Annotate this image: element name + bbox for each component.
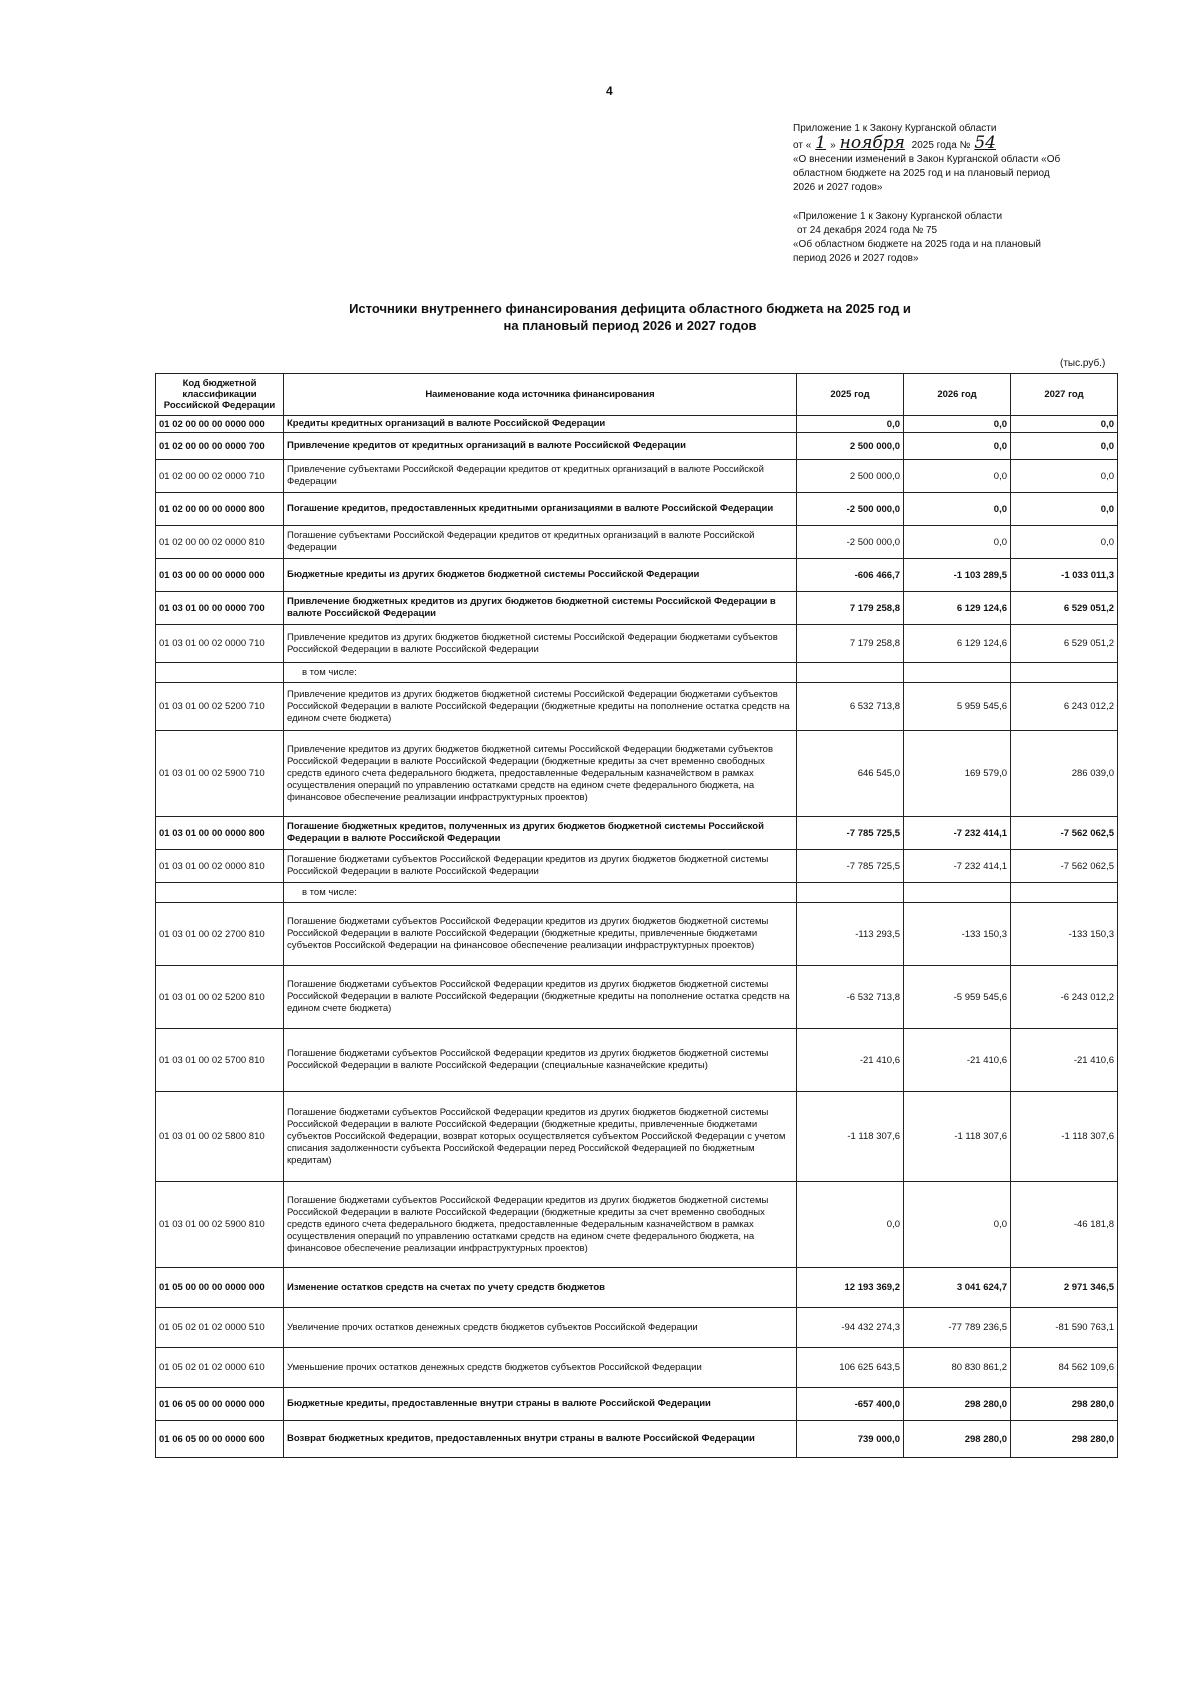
cell-2026: 0,0 xyxy=(904,433,1011,460)
table-row xyxy=(156,493,1118,526)
cell-2027: 0,0 xyxy=(1011,433,1118,460)
original-appendix-header xyxy=(793,210,1123,266)
cell-name: Погашение бюджетами субъектов Российской Федерации кредитов из других бюджетов бюджетной системы Российской Федерации в валюте Российской Федерации (бюджетные кредиты, привлеченные бюджетами субъектов Российской Федерации на финансовое обеспечение реализации инфраструктурных проектов) xyxy=(284,903,797,966)
cell-2027: -21 410,6 xyxy=(1011,1029,1118,1092)
cell-2027: -133 150,3 xyxy=(1011,903,1118,966)
table-row xyxy=(156,1182,1118,1268)
cell-2026: -7 232 414,1 xyxy=(904,817,1011,850)
table-row xyxy=(156,625,1118,663)
cell-2027 xyxy=(1011,883,1118,903)
cell-2026: -133 150,3 xyxy=(904,903,1011,966)
cell-code: 01 03 01 00 00 0000 700 xyxy=(156,592,284,625)
cell-2026: -5 959 545,6 xyxy=(904,966,1011,1029)
title-line-2: на плановый период 2026 и 2027 годов xyxy=(503,318,757,333)
document-title xyxy=(300,300,960,334)
cell-name: Бюджетные кредиты, предоставленные внутри страны в валюте Российской Федерации xyxy=(284,1388,797,1421)
cell-2025: -7 785 725,5 xyxy=(797,817,904,850)
table-note-row xyxy=(156,663,1118,683)
cell-2027: 84 562 109,6 xyxy=(1011,1348,1118,1388)
table-row xyxy=(156,526,1118,559)
date-year: 2025 года № xyxy=(911,140,971,151)
cell-2026: 6 129 124,6 xyxy=(904,625,1011,663)
cell-name: Привлечение кредитов из других бюджетов бюджетной ситемы Российской Федерации бюджетами субъектов Российской Федерации в валюте Российской Федерации (бюджетные кредиты за счет временно свободных средств единого счета федерального бюджета, предоставленные Федеральным казначейством в рамках осуществления операций по управлению остатками средств на едином счете федерального бюджета, на финансовое обеспечение реализации инфраструктурных проектов) xyxy=(284,731,797,817)
cell-code: 01 03 01 00 02 2700 810 xyxy=(156,903,284,966)
cell-2026: 80 830 861,2 xyxy=(904,1348,1011,1388)
financing-sources-table xyxy=(155,373,1118,1458)
original-appendix-line-4: период 2026 и 2027 годов» xyxy=(793,253,919,264)
cell-2026: 5 959 545,6 xyxy=(904,683,1011,731)
table-row xyxy=(156,1268,1118,1308)
table-row xyxy=(156,433,1118,460)
cell-code: 01 06 05 00 00 0000 600 xyxy=(156,1421,284,1458)
table-row xyxy=(156,1029,1118,1092)
cell-2026: 0,0 xyxy=(904,1182,1011,1268)
cell-2025 xyxy=(797,883,904,903)
cell-name: Уменьшение прочих остатков денежных средств бюджетов субъектов Российской Федерации xyxy=(284,1348,797,1388)
table-row xyxy=(156,731,1118,817)
cell-2025: 0,0 xyxy=(797,1182,904,1268)
table-body xyxy=(156,416,1118,1458)
cell-code: 01 05 02 01 02 0000 510 xyxy=(156,1308,284,1348)
cell-2025: 739 000,0 xyxy=(797,1421,904,1458)
table-row xyxy=(156,903,1118,966)
cell-name: Погашение бюджетами субъектов Российской Федерации кредитов из других бюджетов бюджетной системы Российской Федерации в валюте Российской Федерации (бюджетные кредиты за счет временно свободных средств единого счета федерального бюджета, предоставленные Федеральным казначейством в рамках осуществления операций по управлению остатками средств на едином счете федерального бюджета, на финансовое обеспечение реализации инфраструктурных проектов) xyxy=(284,1182,797,1268)
cell-name: Погашение бюджетами субъектов Российской Федерации кредитов из других бюджетов бюджетной системы Российской Федерации в валюте Российской Федерации (бюджетные кредиты на пополнение остатка средств на едином счете бюджета) xyxy=(284,966,797,1029)
header-2027: 2027 год xyxy=(1011,374,1118,416)
units-label: (тыс.руб.) xyxy=(1060,358,1106,369)
table-row xyxy=(156,559,1118,592)
cell-2025 xyxy=(797,663,904,683)
header-name: Наименование кода источника финансирования xyxy=(284,374,797,416)
page-number: 4 xyxy=(606,84,613,98)
cell-2027: -1 033 011,3 xyxy=(1011,559,1118,592)
handwritten-law-number: 54 xyxy=(974,133,996,153)
cell-2025: -2 500 000,0 xyxy=(797,493,904,526)
cell-2026: 298 280,0 xyxy=(904,1421,1011,1458)
cell-name: в том числе: xyxy=(284,883,797,903)
cell-name: Погашение субъектами Российской Федерации кредитов от кредитных организаций в валюте Российской Федерации xyxy=(284,526,797,559)
handwritten-month: ноября xyxy=(839,133,905,153)
header-2026: 2026 год xyxy=(904,374,1011,416)
cell-2025: -606 466,7 xyxy=(797,559,904,592)
cell-name: в том числе: xyxy=(284,663,797,683)
table-row xyxy=(156,850,1118,883)
cell-code: 01 02 00 00 02 0000 710 xyxy=(156,460,284,493)
cell-2027: 0,0 xyxy=(1011,416,1118,433)
cell-name: Погашение кредитов, предоставленных кредитными организациями в валюте Российской Федерации xyxy=(284,493,797,526)
cell-2026: -77 789 236,5 xyxy=(904,1308,1011,1348)
cell-name: Погашение бюджетных кредитов, полученных из других бюджетов бюджетной системы Российской Федерации в валюте Российской Федерации xyxy=(284,817,797,850)
date-mid: » xyxy=(830,140,836,151)
table-row xyxy=(156,1092,1118,1182)
table-row xyxy=(156,1348,1118,1388)
cell-2027: 0,0 xyxy=(1011,460,1118,493)
cell-code: 01 02 00 00 00 0000 800 xyxy=(156,493,284,526)
cell-code: 01 03 00 00 00 0000 000 xyxy=(156,559,284,592)
handwritten-day: 1 xyxy=(815,133,827,153)
cell-name: Привлечение субъектами Российской Федерации кредитов от кредитных организаций в валюте Российской Федерации xyxy=(284,460,797,493)
cell-code: 01 03 01 00 02 5800 810 xyxy=(156,1092,284,1182)
cell-2027: 286 039,0 xyxy=(1011,731,1118,817)
cell-2027: 298 280,0 xyxy=(1011,1421,1118,1458)
cell-2027: -6 243 012,2 xyxy=(1011,966,1118,1029)
cell-2025: -7 785 725,5 xyxy=(797,850,904,883)
cell-code: 01 03 01 00 02 0000 810 xyxy=(156,850,284,883)
table-row xyxy=(156,966,1118,1029)
cell-code: 01 03 01 00 02 5200 710 xyxy=(156,683,284,731)
cell-2026 xyxy=(904,663,1011,683)
cell-code: 01 06 05 00 00 0000 000 xyxy=(156,1388,284,1421)
cell-2026: 6 129 124,6 xyxy=(904,592,1011,625)
cell-code: 01 03 01 00 02 5900 710 xyxy=(156,731,284,817)
appendix-date-line xyxy=(793,133,1123,153)
cell-code: 01 02 00 00 00 0000 000 xyxy=(156,416,284,433)
cell-2026: 0,0 xyxy=(904,460,1011,493)
cell-name: Привлечение кредитов из других бюджетов бюджетной системы Российской Федерации бюджетами субъектов Российской Федерации в валюте Российской Федерации (бюджетные кредиты на пополнение остатка средств на едином счете бюджета) xyxy=(284,683,797,731)
cell-2027: 2 971 346,5 xyxy=(1011,1268,1118,1308)
appendix-line-3: «О внесении изменений в Закон Курганской области «Об xyxy=(793,154,1061,165)
cell-2026: 298 280,0 xyxy=(904,1388,1011,1421)
cell-2025: -657 400,0 xyxy=(797,1388,904,1421)
cell-name: Погашение бюджетами субъектов Российской Федерации кредитов из других бюджетов бюджетной системы Российской Федерации в валюте Российской Федерации (бюджетные кредиты, привлеченные бюджетами субъектов Российской Федерации, возврат которых осуществляется субъектом Российской Федерации с учетом списания задолженности субъекта Российской Федерации перед Российской Федерацией по бюджетным кредитам) xyxy=(284,1092,797,1182)
cell-name: Возврат бюджетных кредитов, предоставленных внутри страны в валюте Российской Федерации xyxy=(284,1421,797,1458)
appendix-line-5: 2026 и 2027 годов» xyxy=(793,182,883,193)
cell-code: 01 03 01 00 02 5700 810 xyxy=(156,1029,284,1092)
cell-2026: -1 118 307,6 xyxy=(904,1092,1011,1182)
cell-2025: -6 532 713,8 xyxy=(797,966,904,1029)
cell-name: Погашение бюджетами субъектов Российской Федерации кредитов из других бюджетов бюджетной системы Российской Федерации в валюте Российской Федерации xyxy=(284,850,797,883)
cell-2026 xyxy=(904,883,1011,903)
cell-2027: 6 529 051,2 xyxy=(1011,592,1118,625)
cell-name: Кредиты кредитных организаций в валюте Российской Федерации xyxy=(284,416,797,433)
date-prefix: от « xyxy=(793,140,812,151)
cell-name: Изменение остатков средств на счетах по учету средств бюджетов xyxy=(284,1268,797,1308)
cell-2026: 0,0 xyxy=(904,493,1011,526)
cell-code xyxy=(156,883,284,903)
appendix-line-1: Приложение 1 к Закону Курганской области xyxy=(793,123,997,134)
cell-code: 01 03 01 00 02 5900 810 xyxy=(156,1182,284,1268)
cell-2026: 3 041 624,7 xyxy=(904,1268,1011,1308)
cell-code: 01 05 00 00 00 0000 000 xyxy=(156,1268,284,1308)
table-row xyxy=(156,592,1118,625)
cell-2025: 2 500 000,0 xyxy=(797,433,904,460)
cell-2025: -21 410,6 xyxy=(797,1029,904,1092)
cell-2027: 0,0 xyxy=(1011,493,1118,526)
table-note-row xyxy=(156,883,1118,903)
table-row xyxy=(156,1421,1118,1458)
cell-2027: 6 529 051,2 xyxy=(1011,625,1118,663)
cell-2026: 0,0 xyxy=(904,526,1011,559)
table-row xyxy=(156,460,1118,493)
header-2025: 2025 год xyxy=(797,374,904,416)
cell-2027: 298 280,0 xyxy=(1011,1388,1118,1421)
cell-2026: 169 579,0 xyxy=(904,731,1011,817)
table-row xyxy=(156,416,1118,433)
cell-code: 01 03 01 00 02 5200 810 xyxy=(156,966,284,1029)
table-header-row xyxy=(156,374,1118,416)
cell-2025: 7 179 258,8 xyxy=(797,625,904,663)
original-appendix-line-1: «Приложение 1 к Закону Курганской области xyxy=(793,211,1003,222)
cell-2025: 646 545,0 xyxy=(797,731,904,817)
title-line-1: Источники внутреннего финансирования дефицита областного бюджета на 2025 год и xyxy=(349,301,911,316)
cell-code: 01 02 00 00 02 0000 810 xyxy=(156,526,284,559)
cell-2027: -46 181,8 xyxy=(1011,1182,1118,1268)
header-code: Код бюджетной классификации Российской Федерации xyxy=(156,374,284,416)
cell-2026: -1 103 289,5 xyxy=(904,559,1011,592)
cell-2027: 0,0 xyxy=(1011,526,1118,559)
cell-2025: 106 625 643,5 xyxy=(797,1348,904,1388)
cell-2025: -113 293,5 xyxy=(797,903,904,966)
cell-2027: -7 562 062,5 xyxy=(1011,850,1118,883)
cell-code: 01 03 01 00 02 0000 710 xyxy=(156,625,284,663)
cell-name: Привлечение бюджетных кредитов из других бюджетов бюджетной системы Российской Федерации в валюте Российской Федерации xyxy=(284,592,797,625)
cell-2025: 12 193 369,2 xyxy=(797,1268,904,1308)
cell-2025: 6 532 713,8 xyxy=(797,683,904,731)
table-row xyxy=(156,1388,1118,1421)
original-appendix-line-3: «Об областном бюджете на 2025 года и на плановый xyxy=(793,239,1042,250)
cell-2027 xyxy=(1011,663,1118,683)
cell-2025: -2 500 000,0 xyxy=(797,526,904,559)
cell-2027: 6 243 012,2 xyxy=(1011,683,1118,731)
cell-name: Привлечение кредитов из других бюджетов бюджетной системы Российской Федерации бюджетами субъектов Российской Федерации в валюте Российской Федерации xyxy=(284,625,797,663)
appendix-header xyxy=(793,122,1123,195)
cell-2025: 7 179 258,8 xyxy=(797,592,904,625)
cell-name: Увеличение прочих остатков денежных средств бюджетов субъектов Российской Федерации xyxy=(284,1308,797,1348)
cell-2027: -81 590 763,1 xyxy=(1011,1308,1118,1348)
cell-2027: -1 118 307,6 xyxy=(1011,1092,1118,1182)
cell-2027: -7 562 062,5 xyxy=(1011,817,1118,850)
cell-2025: -1 118 307,6 xyxy=(797,1092,904,1182)
cell-code xyxy=(156,663,284,683)
cell-2025: -94 432 274,3 xyxy=(797,1308,904,1348)
table-row xyxy=(156,683,1118,731)
cell-2025: 2 500 000,0 xyxy=(797,460,904,493)
cell-2025: 0,0 xyxy=(797,416,904,433)
cell-2026: 0,0 xyxy=(904,416,1011,433)
appendix-line-4: областном бюджете на 2025 год и на плановый период xyxy=(793,168,1050,179)
cell-name: Привлечение кредитов от кредитных организаций в валюте Российской Федерации xyxy=(284,433,797,460)
cell-code: 01 05 02 01 02 0000 610 xyxy=(156,1348,284,1388)
cell-2026: -21 410,6 xyxy=(904,1029,1011,1092)
cell-2026: -7 232 414,1 xyxy=(904,850,1011,883)
cell-name: Бюджетные кредиты из других бюджетов бюджетной системы Российской Федерации xyxy=(284,559,797,592)
cell-code: 01 03 01 00 00 0000 800 xyxy=(156,817,284,850)
table-row xyxy=(156,1308,1118,1348)
original-appendix-line-2: от 24 декабря 2024 года № 75 xyxy=(797,225,938,236)
cell-name: Погашение бюджетами субъектов Российской Федерации кредитов из других бюджетов бюджетной системы Российской Федерации в валюте Российской Федерации (специальные казначейские кредиты) xyxy=(284,1029,797,1092)
table-row xyxy=(156,817,1118,850)
cell-code: 01 02 00 00 00 0000 700 xyxy=(156,433,284,460)
